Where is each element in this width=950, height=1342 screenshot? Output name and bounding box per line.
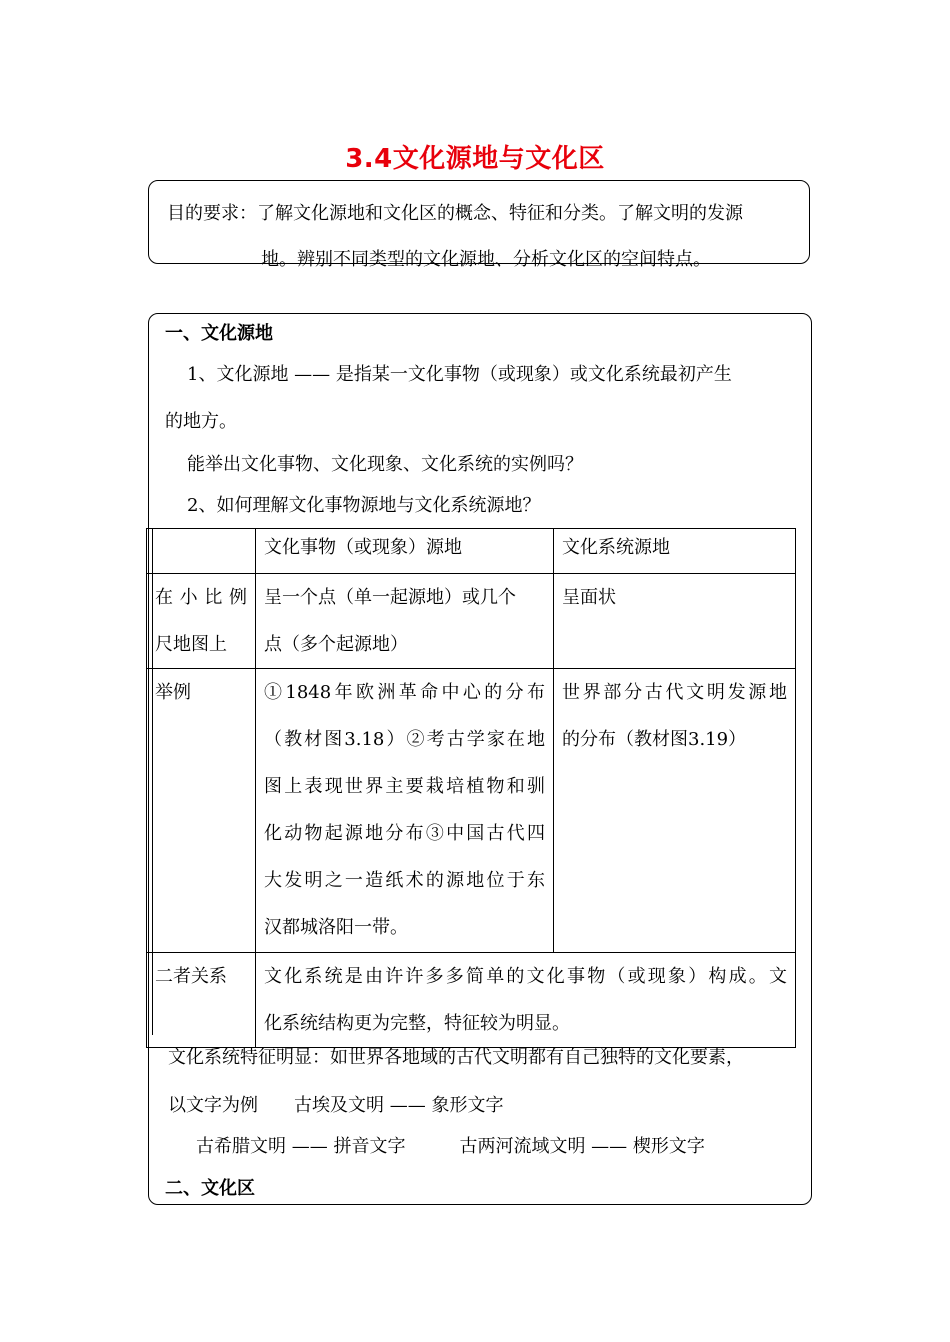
cell-line: ①1848年欧洲革命中心的分布 <box>264 682 545 703</box>
table-row <box>147 669 796 953</box>
cell-line: 化系统结构更为完整，特征较为明显。 <box>264 1013 570 1034</box>
objective-line-1: 目的要求：了解文化源地和文化区的概念、特征和分类。了解文明的发源 <box>167 203 743 224</box>
definition-line-2: 的地方。 <box>165 411 237 432</box>
cell-line: 点（多个起源地） <box>264 634 408 655</box>
page-title: 3.4文化源地与文化区 <box>345 144 605 174</box>
section-heading-2: 二、文化区 <box>165 1178 255 1199</box>
row-label-line: 二者关系 <box>155 966 227 987</box>
header-cell-cultural-item: 文化事物（或现象）源地 <box>256 529 554 574</box>
features-line-1: 文化系统特征明显：如世界各地域的古代文明都有自己独特的文化要素， <box>168 1047 744 1068</box>
cell-line: 化动物起源地分布③中国古代四 <box>264 823 545 844</box>
objective-line-2: 地。辨别不同类型的文化源地、分析文化区的空间特点。 <box>261 249 711 270</box>
section-heading-1: 一、文化源地 <box>165 323 273 344</box>
definition-line-1: 1、文化源地 —— 是指某一文化事物（或现象）或文化系统最初产生 <box>187 364 732 385</box>
cell-line: 呈面状 <box>562 587 616 608</box>
cell-cultural-system-examples <box>554 669 796 953</box>
features-line-2: 以文字为例 古埃及文明 —— 象形文字 <box>168 1095 504 1116</box>
cell-line: 呈一个点（单一起源地）或几个 <box>264 587 516 608</box>
cell-line: 汉都城洛阳一带。 <box>264 917 408 938</box>
cell-line: 文化系统是由许许多多简单的文化事物（或现象）构成。文 <box>264 966 787 987</box>
cell-line: 大发明之一造纸术的源地位于东 <box>264 870 545 891</box>
row-label-relationship <box>147 953 256 1048</box>
cell-cultural-item-examples <box>256 669 554 953</box>
row-label-line: 尺地图上 <box>155 634 227 655</box>
table-header-row <box>147 529 796 574</box>
question-2-text: 2、如何理解文化事物源地与文化系统源地？ <box>187 495 541 516</box>
header-cell-cultural-system: 文化系统源地 <box>554 529 796 574</box>
row-label-line: 举例 <box>155 682 191 703</box>
row-label-small-scale-map <box>147 574 256 669</box>
comparison-table <box>146 528 796 1048</box>
cell-relationship <box>256 953 796 1048</box>
cell-cultural-system-map <box>554 574 796 669</box>
header-cell-empty <box>147 529 256 574</box>
cell-line: 世界部分古代文明发源地 <box>562 682 787 703</box>
cell-line: （教材图3.18）②考古学家在地 <box>264 729 545 750</box>
cell-cultural-item-map <box>256 574 554 669</box>
table-row <box>147 574 796 669</box>
table-row <box>147 953 796 1048</box>
row-label-line: 在小比例 <box>155 587 247 608</box>
features-line-3: 古希腊文明 —— 拼音文字 古两河流域文明 —— 楔形文字 <box>196 1136 705 1157</box>
row-label-examples <box>147 669 256 953</box>
objective-box <box>148 180 810 270</box>
question-text: 能举出文化事物、文化现象、文化系统的实例吗？ <box>187 454 583 475</box>
cell-line: 的分布（教材图3.19） <box>562 729 747 750</box>
cell-line: 图上表现世界主要栽培植物和驯 <box>264 776 545 797</box>
